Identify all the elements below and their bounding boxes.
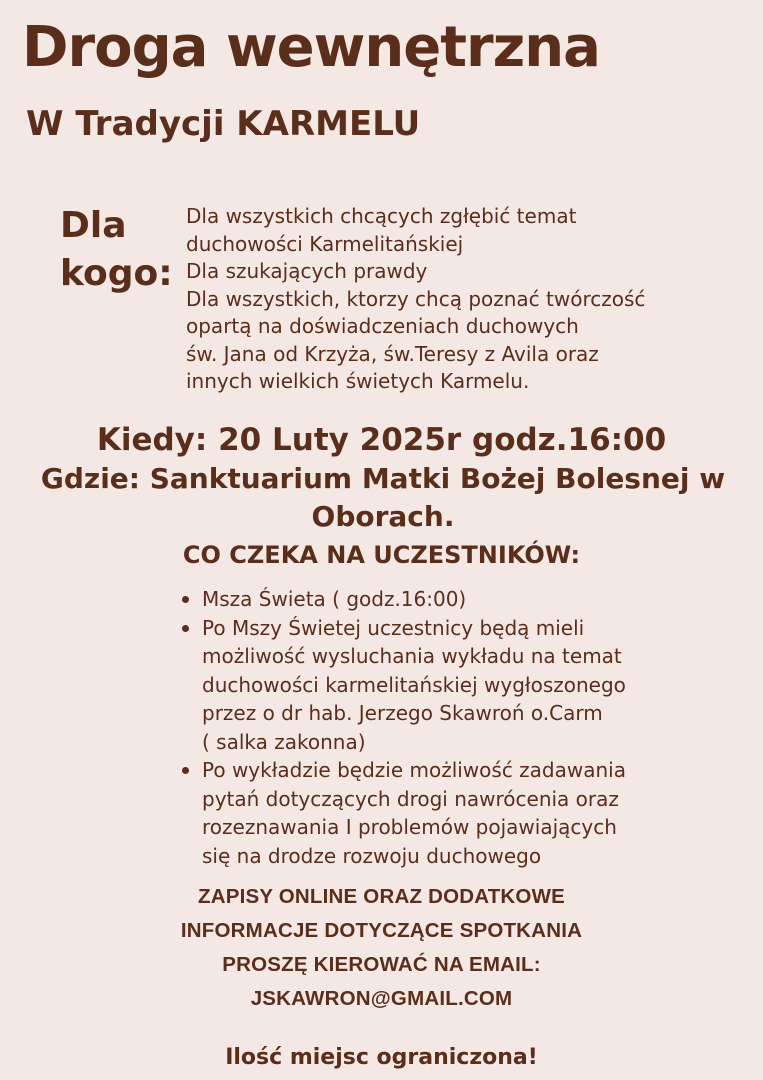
event-date: Kiedy: 20 Luty 2025r godz.16:00	[96, 422, 667, 458]
audience-line: innych wielkich świetych Karmelu.	[186, 369, 530, 393]
audience-label-line2: kogo:	[60, 253, 173, 294]
program-item-line: Po wykładzie będzie możliwość zadawania	[202, 758, 626, 782]
program-item	[180, 614, 740, 757]
audience-label-line1: Dla	[60, 205, 127, 246]
program-item-line: pytań dotyczących drogi nawrócenia oraz	[202, 786, 619, 811]
program-heading: CO CZEKA NA UCZESTNIKÓW:	[182, 541, 581, 569]
signup-line: PROSZĘ KIEROWAĆ NA EMAIL:	[222, 953, 541, 976]
program-item-line: możliwość wysluchania wykładu na temat	[202, 644, 622, 668]
audience-line: Dla wszystkich, ktorzy chcą poznać twórczość	[186, 286, 646, 311]
limited-seats-note: Ilość miejsc ograniczona!	[225, 1045, 538, 1070]
audience-label	[60, 202, 180, 298]
signup-line: ZAPISY ONLINE ORAZ DODATKOWE	[197, 885, 565, 908]
program-item-line: duchowości karmelitańskiej wygłoszonego	[202, 672, 626, 697]
signup-email: JSKAWRON@GMAIL.COM	[250, 987, 513, 1010]
program-list	[180, 585, 740, 870]
program-item	[180, 585, 740, 614]
audience-line: duchowości Karmelitańskiej	[186, 231, 464, 256]
program-item-line: rozeznawania I problemów pojawiających	[202, 815, 617, 839]
bullet-icon	[182, 596, 189, 603]
audience-line: Dla wszystkich chcących zgłębić temat	[186, 204, 577, 228]
program-item-line: Po Mszy Świetej uczestnicy będą mieli	[202, 615, 585, 640]
program-item-line: przez o dr hab. Jerzego Skawroń o.Carm	[202, 701, 603, 725]
program-item-line: ( salka zakonna)	[202, 729, 366, 754]
audience-line: opartą na doświadczeniach duchowych	[186, 314, 579, 338]
bullet-icon	[182, 625, 189, 632]
event-location: Gdzie: Sanktuarium Matki Bożej Bolesnej w Oborach.	[40, 462, 726, 533]
signup-info	[0, 880, 763, 1016]
poster-title: Droga wewnętrzna	[22, 15, 600, 80]
audience-line: św. Jana od Krzyża, św.Teresy z Avila oraz	[186, 341, 599, 366]
audience-line: Dla szukających prawdy	[186, 259, 428, 283]
program-item	[180, 756, 740, 870]
audience-description	[186, 203, 756, 396]
program-item-line: się na drodze rozwoju duchowego	[202, 843, 542, 868]
bullet-icon	[182, 767, 189, 774]
program-item-line: Msza Świeta ( godz.16:00)	[202, 587, 467, 611]
signup-line: INFORMACJE DOTYCZĄCE SPOTKANIA	[180, 919, 583, 942]
poster-subtitle: W Tradycji KARMELU	[26, 104, 421, 144]
